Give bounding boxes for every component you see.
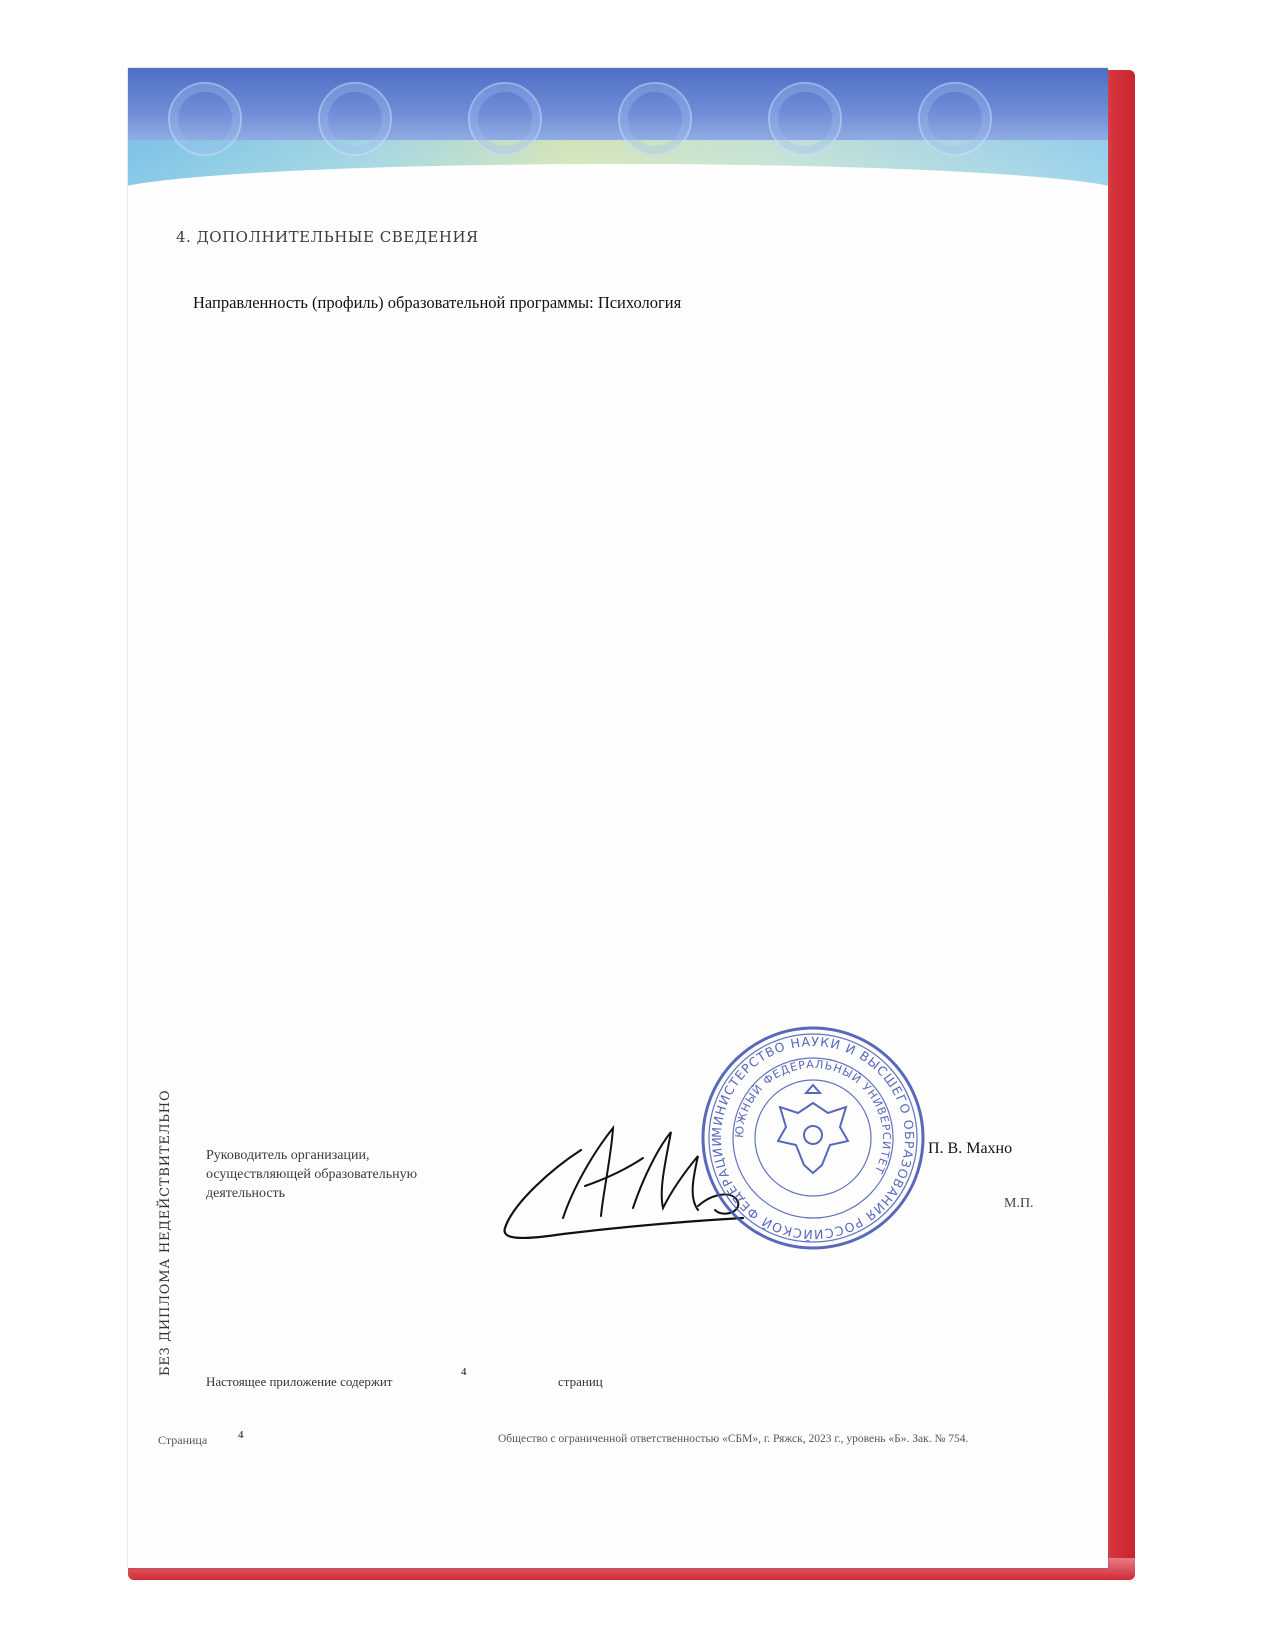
page-count-value: 4: [461, 1366, 467, 1378]
banner-rosette: [168, 82, 242, 156]
leader-label-line: осуществляющей образовательную: [206, 1167, 418, 1182]
document-page: [128, 68, 1108, 1568]
seal-inner-text: ЮЖНЫЙ ФЕДЕРАЛЬНЫЙ УНИВЕРСИТЕТ: [732, 1057, 894, 1177]
banner-curve: [128, 164, 1108, 224]
banner-rosette: [918, 82, 992, 156]
stamp-place-label: М.П.: [1004, 1196, 1034, 1211]
section-title: 4. ДОПОЛНИТЕЛЬНЫЕ СВЕДЕНИЯ: [176, 228, 479, 246]
leader-label-line: деятельность: [206, 1186, 286, 1201]
program-direction: Направленность (профиль) образовательной программы: Психология: [193, 293, 682, 312]
footer-printer-info: Общество с ограниченной ответственностью «СБМ», г. Ряжск, 2023 г., уровень «Б». Зак. № 754.: [498, 1433, 969, 1445]
banner-rosette: [768, 82, 842, 156]
leader-label-line: Руководитель организации,: [206, 1148, 370, 1163]
banner-rosette: [318, 82, 392, 156]
leader-name: П. В. Махно: [928, 1140, 1013, 1157]
svg-text:ЮЖНЫЙ ФЕДЕРАЛЬНЫЙ УНИВЕРСИТЕТ: [733, 1058, 893, 1176]
leader-label: [206, 1146, 476, 1203]
banner-rosette: [468, 82, 542, 156]
official-seal: [698, 1023, 928, 1253]
page-count-unit: страниц: [558, 1374, 603, 1389]
security-banner: [128, 68, 1108, 188]
seal-outer-text: МИНИСТЕРСТВО НАУКИ И ВЫСШЕГО ОБРАЗОВАНИЯ РОССИЙСКОЙ ФЕДЕРАЦИИ: [708, 1033, 918, 1243]
page-count-label: Настоящее приложение содержит: [206, 1374, 393, 1389]
side-vertical-text: БЕЗ ДИПЛОМА НЕДЕЙСТВИТЕЛЬНО: [158, 1089, 173, 1376]
footer-page-number: 4: [238, 1429, 244, 1441]
coat-of-arms-icon: [778, 1085, 848, 1173]
footer-page-label: Страница: [158, 1433, 208, 1447]
banner-rosette: [618, 82, 692, 156]
